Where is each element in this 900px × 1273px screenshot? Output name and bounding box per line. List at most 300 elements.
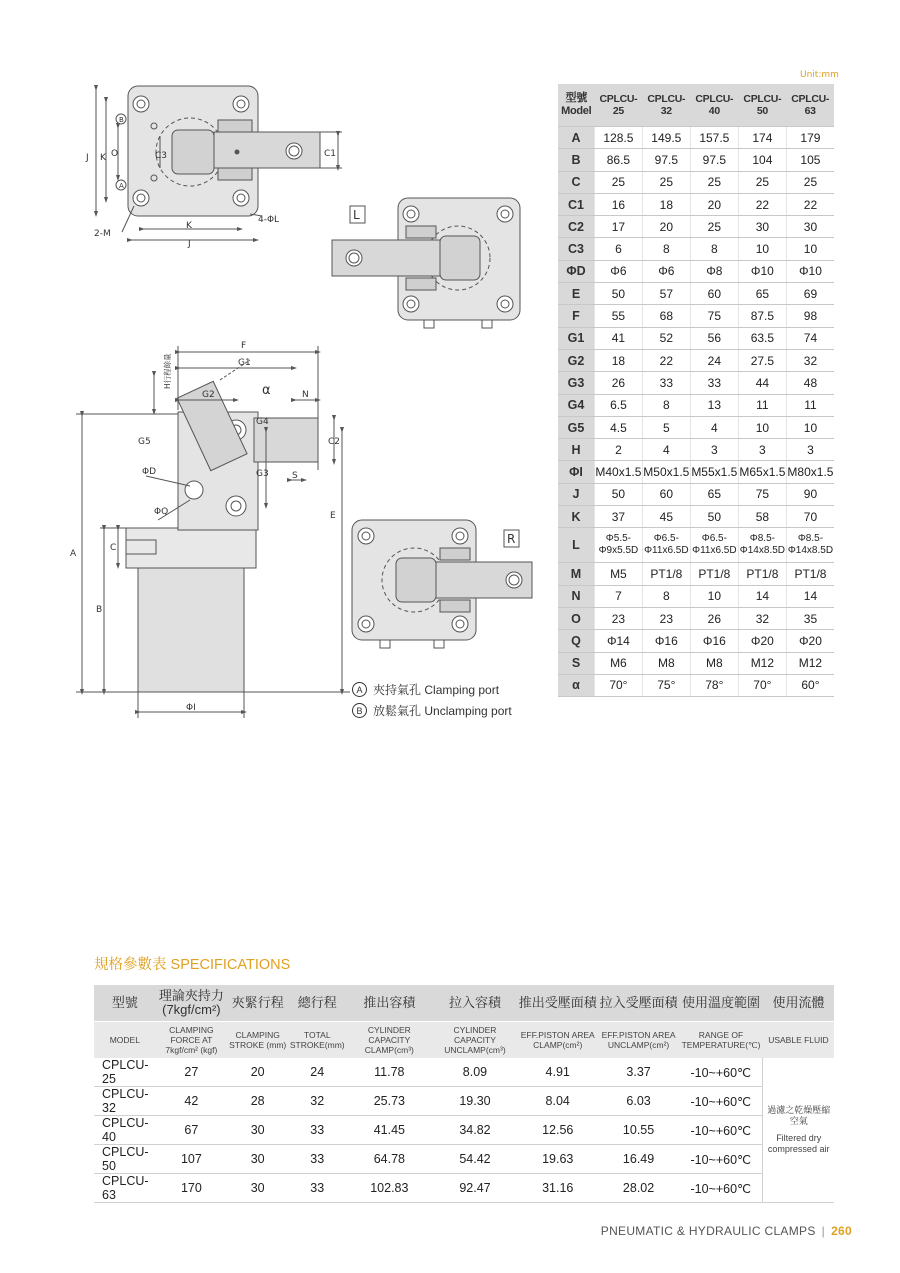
spec-model-cell: CPLCU-50	[94, 1145, 156, 1174]
dim-cell: 52	[642, 327, 690, 349]
technical-drawing	[0, 0, 560, 740]
spec-cell: 31.16	[517, 1174, 598, 1203]
dim-cell: 33	[690, 372, 738, 394]
spec-header-en: MODEL	[94, 1022, 156, 1059]
dim-row-label: E	[558, 283, 595, 305]
spec-header-en: RANGE OF TEMPERATURE(℃)	[679, 1022, 763, 1059]
dim-row	[558, 305, 834, 327]
dim-row	[558, 483, 834, 505]
dim-cell: Φ20	[786, 630, 834, 652]
dim-row-label: ΦI	[558, 461, 595, 483]
dim-cell: 45	[642, 506, 690, 528]
dim-row	[558, 171, 834, 193]
dim-cell: 7	[595, 585, 643, 607]
spec-cell: 33	[288, 1145, 346, 1174]
dim-label-G3: G3	[256, 469, 269, 479]
dim-label-N: N	[302, 390, 309, 400]
dim-row-label: C	[558, 171, 595, 193]
dim-cell: 75°	[642, 674, 690, 696]
footer-section: PNEUMATIC & HYDRAULIC CLAMPS	[600, 1224, 816, 1238]
spec-header-zh: 夾緊行程	[227, 985, 288, 1022]
dim-cell: 8	[642, 238, 690, 260]
spec-cell: 33	[288, 1174, 346, 1203]
spec-cell: 42	[156, 1087, 227, 1116]
spec-cell: 20	[227, 1058, 288, 1087]
dim-label-2M: 2-M	[94, 229, 111, 239]
spec-cell: 54.42	[433, 1145, 518, 1174]
dim-label-C2: C2	[328, 437, 341, 447]
spec-header-zh: 拉入容積	[433, 985, 518, 1022]
spec-cell: -10~+60℃	[679, 1116, 763, 1145]
spec-cell: 28	[227, 1087, 288, 1116]
dim-row	[558, 563, 834, 585]
dim-row-label: O	[558, 607, 595, 629]
dim-row-label: L	[558, 528, 595, 563]
dim-label-B: B	[96, 605, 103, 615]
spec-header-en: USABLE FLUID	[763, 1022, 834, 1059]
dim-cell: 32	[786, 349, 834, 371]
spec-cell: 4.91	[517, 1058, 598, 1087]
dim-cell: 10	[786, 238, 834, 260]
spec-cell: 8.04	[517, 1087, 598, 1116]
l-view	[332, 198, 520, 328]
dim-cell: M65x1.5	[738, 461, 786, 483]
dim-row	[558, 349, 834, 371]
dim-cell: 13	[690, 394, 738, 416]
dim-cell: 157.5	[690, 127, 738, 149]
spec-header-zh: 理論夾持力 (7kgf/cm²)	[156, 985, 227, 1022]
dim-label-Q: ΦQ	[154, 507, 169, 517]
spec-header-zh: 推出受壓面積	[517, 985, 598, 1022]
dim-row	[558, 506, 834, 528]
dim-label-S: S	[292, 471, 298, 481]
spec-cell: 24	[288, 1058, 346, 1087]
dim-cell: 105	[786, 149, 834, 171]
dim-row	[558, 461, 834, 483]
dim-row	[558, 372, 834, 394]
dim-label-G1: G1	[238, 358, 251, 368]
dim-cell: M55x1.5	[690, 461, 738, 483]
dim-row-label: G1	[558, 327, 595, 349]
usable-fluid-cell	[763, 1058, 834, 1203]
spec-cell: 92.47	[433, 1174, 518, 1203]
spec-header-zh: 使用溫度範圍	[679, 985, 763, 1022]
dim-cell: 14	[786, 585, 834, 607]
spec-header-en: CLAMPING STROKE (mm)	[227, 1022, 288, 1059]
dim-cell: 8	[642, 585, 690, 607]
dim-cell: 4	[690, 416, 738, 438]
spec-cell: 16.49	[598, 1145, 679, 1174]
spec-model-cell: CPLCU-32	[94, 1087, 156, 1116]
dim-row-label: A	[558, 127, 595, 149]
spec-row	[94, 1058, 834, 1087]
dim-cell: M5	[595, 563, 643, 585]
dim-cell: 10	[690, 585, 738, 607]
spec-header-zh: 使用流體	[763, 985, 834, 1022]
port-legend	[352, 679, 512, 721]
spec-cell: 3.37	[598, 1058, 679, 1087]
dim-cell: M12	[786, 652, 834, 674]
spec-model-cell: CPLCU-25	[94, 1058, 156, 1087]
dim-cell: Φ10	[738, 260, 786, 282]
spec-cell: -10~+60℃	[679, 1058, 763, 1087]
dim-cell: 24	[690, 349, 738, 371]
fluid-zh: 過濾之乾燥壓縮空氣	[767, 1105, 831, 1126]
dim-cell: Φ8	[690, 260, 738, 282]
dim-cell: Φ8.5-Φ14x8.5D	[738, 528, 786, 563]
legend-mark: B	[352, 703, 367, 718]
stroke-note: H行程餘量	[163, 353, 172, 389]
dim-cell: 50	[595, 283, 643, 305]
dim-row	[558, 416, 834, 438]
dim-label-C3: C3	[155, 151, 168, 161]
dim-cell: 22	[642, 349, 690, 371]
spec-cell: 25.73	[346, 1087, 432, 1116]
dim-row	[558, 585, 834, 607]
dim-cell: 86.5	[595, 149, 643, 171]
dim-cell: M8	[642, 652, 690, 674]
dim-cell: M40x1.5	[595, 461, 643, 483]
dim-cell: 20	[690, 193, 738, 215]
dim-row	[558, 149, 834, 171]
model-col-header: CPLCU-25	[595, 84, 643, 127]
dim-cell: 65	[738, 283, 786, 305]
dim-cell: 25	[642, 171, 690, 193]
spec-header-en: CLAMPING FORCE AT 7kgf/cm² (kgf)	[156, 1022, 227, 1059]
dim-row-label: G4	[558, 394, 595, 416]
spec-cell: 30	[227, 1174, 288, 1203]
spec-cell: 41.45	[346, 1116, 432, 1145]
dim-row	[558, 439, 834, 461]
dim-cell: PT1/8	[642, 563, 690, 585]
dim-row	[558, 652, 834, 674]
dim-cell: 50	[595, 483, 643, 505]
spec-cell: 28.02	[598, 1174, 679, 1203]
dim-cell: 25	[738, 171, 786, 193]
dim-cell: 32	[738, 607, 786, 629]
legend-item	[352, 700, 512, 721]
spec-cell: 32	[288, 1087, 346, 1116]
dim-cell: 149.5	[642, 127, 690, 149]
dim-label-I: ΦI	[186, 703, 196, 713]
dim-cell: 60	[690, 283, 738, 305]
legend-mark: A	[352, 682, 367, 697]
dim-cell: 68	[642, 305, 690, 327]
dim-cell: M6	[595, 652, 643, 674]
dim-cell: 18	[595, 349, 643, 371]
dim-cell: 75	[738, 483, 786, 505]
dim-cell: 44	[738, 372, 786, 394]
dim-row-label: C1	[558, 193, 595, 215]
dim-row	[558, 327, 834, 349]
model-header-zh: 型號	[565, 92, 587, 104]
dim-row-label: Q	[558, 630, 595, 652]
unit-note: Unit:mm	[800, 70, 839, 80]
r-view	[352, 520, 532, 648]
dim-cell: Φ6.5-Φ11x6.5D	[690, 528, 738, 563]
dim-label-E: E	[330, 511, 336, 521]
dim-cell: 97.5	[690, 149, 738, 171]
view-label-R: R	[507, 532, 516, 546]
spec-row	[94, 1174, 834, 1203]
dim-label-O: O	[111, 149, 119, 159]
dim-cell: 75	[690, 305, 738, 327]
dim-cell: 69	[786, 283, 834, 305]
dim-label-C1: C1	[324, 149, 337, 159]
dim-cell: 6.5	[595, 394, 643, 416]
spec-cell: 30	[227, 1116, 288, 1145]
dim-cell: 55	[595, 305, 643, 327]
spec-header-en: CYLINDER CAPACITY UNCLAMP(cm³)	[433, 1022, 518, 1059]
dim-row-label: S	[558, 652, 595, 674]
dim-cell: 22	[786, 193, 834, 215]
dim-cell: 56	[690, 327, 738, 349]
dim-cell: 11	[738, 394, 786, 416]
dim-row-label: K	[558, 506, 595, 528]
dim-cell: PT1/8	[738, 563, 786, 585]
dim-cell: 65	[690, 483, 738, 505]
dim-row	[558, 260, 834, 282]
spec-cell: 19.30	[433, 1087, 518, 1116]
dim-row	[558, 216, 834, 238]
dim-row-label: α	[558, 674, 595, 696]
spec-cell: 64.78	[346, 1145, 432, 1174]
dim-cell: 27.5	[738, 349, 786, 371]
dim-cell: 25	[690, 216, 738, 238]
dim-cell: 14	[738, 585, 786, 607]
legend-zh: 放鬆氣孔	[373, 704, 422, 718]
dim-row-label: G5	[558, 416, 595, 438]
dim-cell: 4	[642, 439, 690, 461]
dim-cell: Φ8.5-Φ14x8.5D	[786, 528, 834, 563]
dim-cell: Φ5.5-Φ9x5.5D	[595, 528, 643, 563]
port-mark-A: A	[119, 182, 124, 190]
dim-cell: Φ6.5-Φ11x6.5D	[642, 528, 690, 563]
spec-row	[94, 1145, 834, 1174]
spec-cell: 11.78	[346, 1058, 432, 1087]
spec-cell: 19.63	[517, 1145, 598, 1174]
dim-cell: 97.5	[642, 149, 690, 171]
dim-cell: 11	[786, 394, 834, 416]
dim-label-alpha: α	[262, 383, 271, 398]
legend-en: Clamping port	[424, 682, 500, 697]
dim-row-label: N	[558, 585, 595, 607]
dim-cell: 3	[690, 439, 738, 461]
dim-cell: 16	[595, 193, 643, 215]
dim-cell: 10	[738, 238, 786, 260]
dim-row	[558, 193, 834, 215]
dim-row-label: M	[558, 563, 595, 585]
dim-cell: 41	[595, 327, 643, 349]
spec-header-en: EFF.PISTON AREA CLAMP(cm²)	[517, 1022, 598, 1059]
spec-cell: 6.03	[598, 1087, 679, 1116]
side-view	[76, 346, 350, 718]
spec-row	[94, 1087, 834, 1116]
dim-cell: 60	[642, 483, 690, 505]
dim-cell: 50	[690, 506, 738, 528]
spec-cell: -10~+60℃	[679, 1174, 763, 1203]
dim-cell: 87.5	[738, 305, 786, 327]
dim-row	[558, 127, 834, 149]
dim-cell: 23	[642, 607, 690, 629]
spec-cell: 30	[227, 1145, 288, 1174]
spec-header-zh: 拉入受壓面積	[598, 985, 679, 1022]
dim-cell: 20	[642, 216, 690, 238]
dim-cell: 4.5	[595, 416, 643, 438]
dim-cell: 5	[642, 416, 690, 438]
dim-cell: 23	[595, 607, 643, 629]
dim-cell: 57	[642, 283, 690, 305]
view-label-L: L	[353, 208, 360, 222]
dim-label-G2: G2	[202, 390, 215, 400]
dim-cell: 10	[786, 416, 834, 438]
dim-row-label: H	[558, 439, 595, 461]
spec-cell: 34.82	[433, 1116, 518, 1145]
dim-row-label: ΦD	[558, 260, 595, 282]
dim-row-label: C3	[558, 238, 595, 260]
page-footer	[601, 1224, 852, 1238]
dim-cell: 78°	[690, 674, 738, 696]
dim-cell: 22	[738, 193, 786, 215]
dim-row-label: C2	[558, 216, 595, 238]
spec-cell: -10~+60℃	[679, 1145, 763, 1174]
dim-cell: 60°	[786, 674, 834, 696]
spec-cell: 33	[288, 1116, 346, 1145]
dim-row	[558, 238, 834, 260]
dim-cell: 58	[738, 506, 786, 528]
model-col-header: CPLCU-50	[738, 84, 786, 127]
legend-item	[352, 679, 512, 700]
dim-row	[558, 283, 834, 305]
dim-row-label: G3	[558, 372, 595, 394]
dim-cell: M50x1.5	[642, 461, 690, 483]
dim-cell: Φ16	[690, 630, 738, 652]
dim-cell: 30	[786, 216, 834, 238]
dim-cell: 18	[642, 193, 690, 215]
dim-cell: 128.5	[595, 127, 643, 149]
dim-cell: 26	[595, 372, 643, 394]
dim-cell: 30	[738, 216, 786, 238]
spec-header-zh: 推出容積	[346, 985, 432, 1022]
dim-label-G4: G4	[256, 417, 269, 427]
spec-row	[94, 1116, 834, 1145]
dim-cell: Φ16	[642, 630, 690, 652]
dim-cell: 8	[690, 238, 738, 260]
dim-row-label: J	[558, 483, 595, 505]
dim-cell: 3	[738, 439, 786, 461]
dim-cell: M8	[690, 652, 738, 674]
spec-cell: 170	[156, 1174, 227, 1203]
dim-cell: 25	[595, 171, 643, 193]
dim-cell: 90	[786, 483, 834, 505]
dim-cell: 2	[595, 439, 643, 461]
dim-cell: Φ10	[786, 260, 834, 282]
model-col-header: CPLCU-32	[642, 84, 690, 127]
spec-cell: 67	[156, 1116, 227, 1145]
dim-cell: 17	[595, 216, 643, 238]
specifications-table	[94, 985, 834, 1203]
dim-cell: 33	[642, 372, 690, 394]
dim-label-K-bottom: K	[186, 221, 192, 231]
dim-row-label: F	[558, 305, 595, 327]
dim-label-K: K	[100, 153, 106, 163]
fluid-en: Filtered dry compressed air	[767, 1133, 830, 1154]
dim-cell: 10	[738, 416, 786, 438]
dim-row-label: G2	[558, 349, 595, 371]
dim-label-G5: G5	[138, 437, 151, 447]
spec-cell: 107	[156, 1145, 227, 1174]
dim-cell: 70°	[738, 674, 786, 696]
dim-label-C: C	[110, 543, 117, 553]
dim-row	[558, 394, 834, 416]
specifications-title: 規格參數表 SPECIFICATIONS	[94, 957, 291, 973]
spec-cell: -10~+60℃	[679, 1087, 763, 1116]
dim-cell: 98	[786, 305, 834, 327]
dim-cell: Φ6	[642, 260, 690, 282]
dim-row	[558, 607, 834, 629]
dim-cell: Φ6	[595, 260, 643, 282]
dim-cell: PT1/8	[786, 563, 834, 585]
spec-header-zh: 型號	[94, 985, 156, 1022]
spec-header-en: TOTAL STROKE(mm)	[288, 1022, 346, 1059]
dim-label-J-bottom: J	[188, 239, 191, 249]
dim-cell: 179	[786, 127, 834, 149]
dim-cell: 8	[642, 394, 690, 416]
dim-row	[558, 674, 834, 696]
spec-header-zh: 總行程	[288, 985, 346, 1022]
dim-cell: 3	[786, 439, 834, 461]
model-col-header: CPLCU-63	[786, 84, 834, 127]
dim-label-J: J	[86, 153, 89, 163]
dim-cell: Φ20	[738, 630, 786, 652]
spec-cell: 27	[156, 1058, 227, 1087]
dim-cell: 74	[786, 327, 834, 349]
spec-cell: 8.09	[433, 1058, 518, 1087]
model-header	[558, 84, 595, 127]
footer-separator: |	[821, 1224, 826, 1238]
spec-model-cell: CPLCU-63	[94, 1174, 156, 1203]
legend-en: Unclamping port	[424, 703, 512, 718]
dim-cell: M80x1.5	[786, 461, 834, 483]
dim-cell: PT1/8	[690, 563, 738, 585]
spec-cell: 12.56	[517, 1116, 598, 1145]
dim-cell: 63.5	[738, 327, 786, 349]
spec-header-en: EFF.PISTON AREA UNCLAMP(cm²)	[598, 1022, 679, 1059]
spec-model-cell: CPLCU-40	[94, 1116, 156, 1145]
spec-cell: 10.55	[598, 1116, 679, 1145]
dim-cell: 6	[595, 238, 643, 260]
dim-cell: 26	[690, 607, 738, 629]
dim-cell: 48	[786, 372, 834, 394]
dim-cell: Φ14	[595, 630, 643, 652]
top-view	[96, 86, 342, 240]
dimension-table	[558, 84, 834, 697]
dim-cell: 70	[786, 506, 834, 528]
dim-cell: 174	[738, 127, 786, 149]
dim-label-4L: 4-ΦL	[258, 215, 280, 225]
dim-cell: M12	[738, 652, 786, 674]
legend-zh: 夾持氣孔	[373, 683, 422, 697]
dim-label-F: F	[241, 341, 247, 351]
dim-label-D: ΦD	[142, 467, 157, 477]
spec-header-en: CYLINDER CAPACITY CLAMP(cm³)	[346, 1022, 432, 1059]
dim-cell: 37	[595, 506, 643, 528]
model-header-en: Model	[561, 105, 592, 117]
dim-cell: 35	[786, 607, 834, 629]
page-number: 260	[831, 1224, 852, 1238]
dim-cell: 104	[738, 149, 786, 171]
dim-row-label: B	[558, 149, 595, 171]
